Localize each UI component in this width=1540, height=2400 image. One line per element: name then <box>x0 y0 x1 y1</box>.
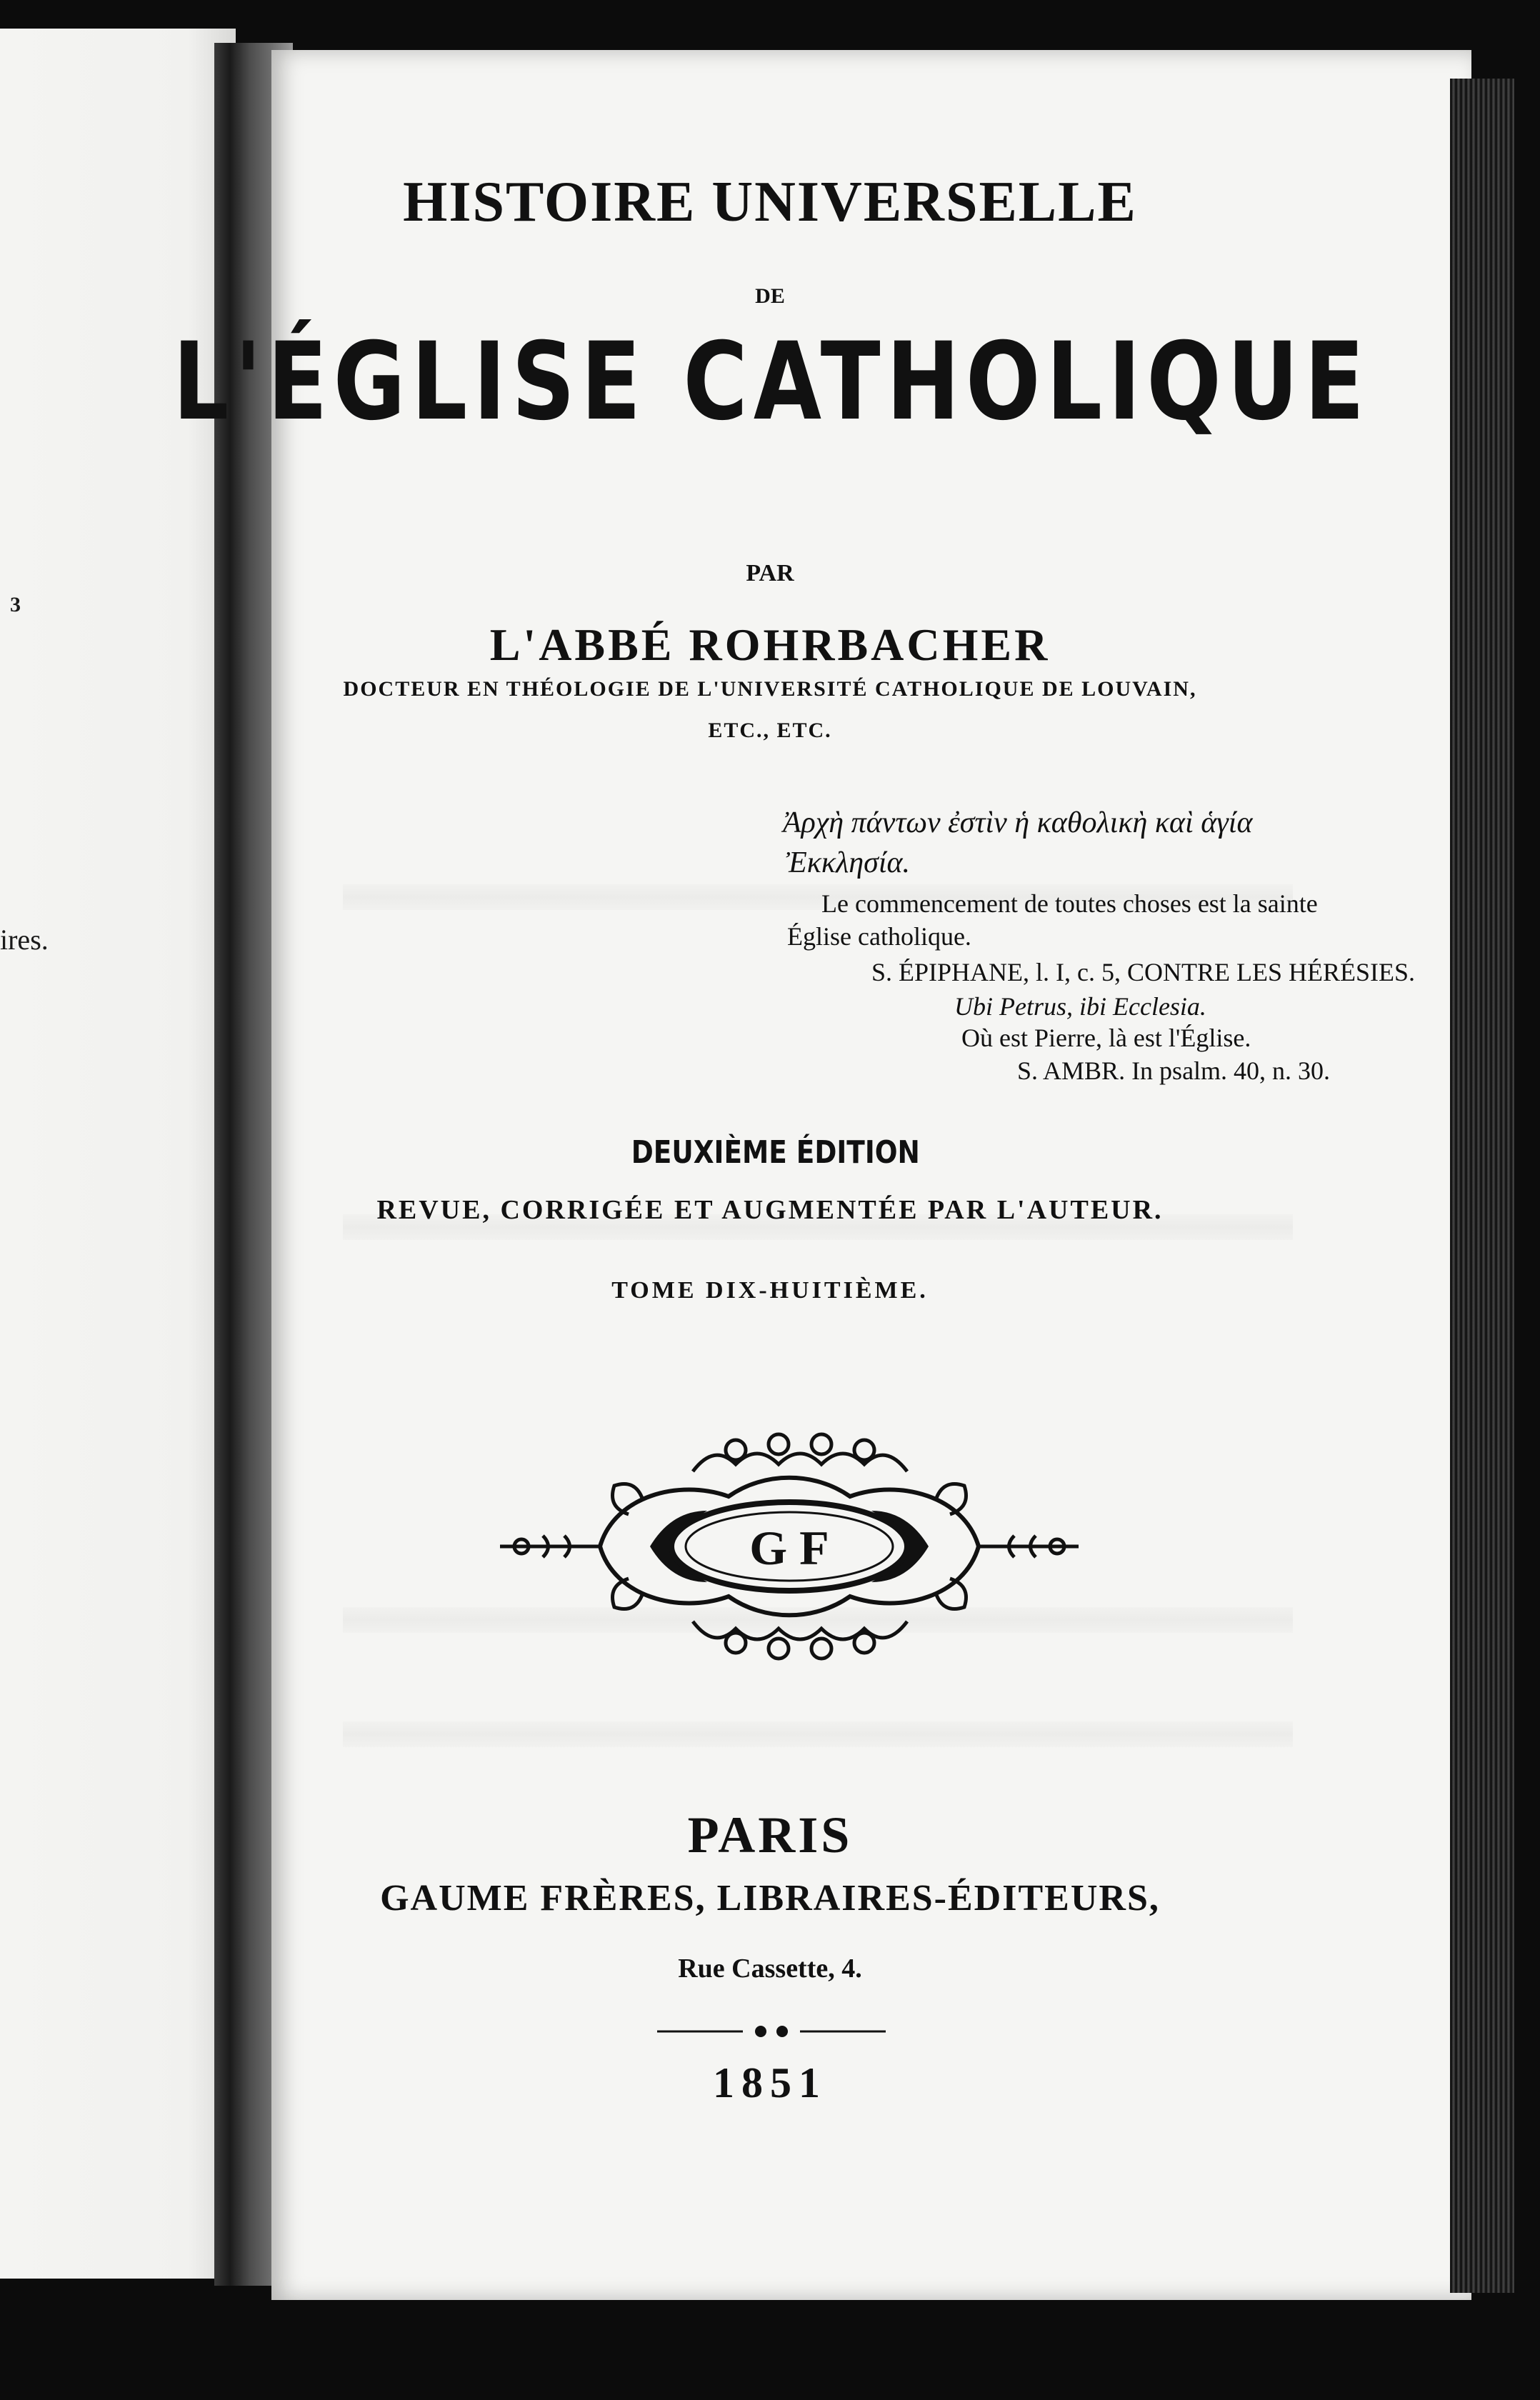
decorative-rule <box>657 2024 886 2039</box>
main-title: L'ÉGLISE CATHOLIQUE <box>173 320 1371 444</box>
epigraph-greek: Ἀρχὴ πάντων ἐστὶν ἡ καθολικὴ καὶ ἁγία <box>783 806 1253 839</box>
publisher-address: Rue Cassette, 4. <box>678 1954 862 1984</box>
bleed-through-band <box>343 1721 1293 1747</box>
printers-ornament <box>493 1429 1086 1664</box>
publication-year: 1851 <box>713 2059 827 2106</box>
author-name: L'ABBÉ ROHRBACHER <box>489 619 1051 670</box>
revision-note: REVUE, CORRIGÉE ET AUGMENTÉE PAR L'AUTEUR. <box>376 1195 1164 1225</box>
title-line-1: HISTOIRE UNIVERSELLE <box>403 171 1137 234</box>
epigraph-source: S. AMBR. In psalm. 40, n. 30. <box>1017 1056 1331 1085</box>
publisher: GAUME FRÈRES, LIBRAIRES-ÉDITEURS, <box>380 1878 1160 1919</box>
publication-city: PARIS <box>687 1806 853 1864</box>
by-line: PAR <box>746 560 794 586</box>
left-page-fragment: ires. <box>0 924 49 956</box>
ornament-monogram: G F <box>749 1521 829 1575</box>
author-credentials-cont: ETC., ETC. <box>708 719 832 742</box>
epigraph-source: S. ÉPIPHANE, l. I, c. 5, CONTRE LES HÉRÉSIES. <box>871 958 1416 986</box>
epigraph-translation-cont: Église catholique. <box>787 922 971 951</box>
epigraph-latin: Ubi Petrus, ibi Ecclesia. <box>954 992 1206 1021</box>
author-credentials: DOCTEUR EN THÉOLOGIE DE L'UNIVERSITÉ CATHOLIQUE DE LOUVAIN, <box>343 677 1197 701</box>
epigraph-latin-translation: Où est Pierre, là est l'Église. <box>961 1024 1251 1052</box>
edition: DEUXIÈME ÉDITION <box>631 1134 920 1171</box>
volume-number: TOME DIX-HUITIÈME. <box>611 1277 929 1304</box>
epigraph-translation: Le commencement de toutes choses est la sainte <box>821 889 1318 918</box>
epigraph-greek-cont: Ἐκκλησία. <box>786 846 911 879</box>
left-page-fragment: 3 <box>10 593 21 616</box>
title-connector: DE <box>755 284 785 308</box>
